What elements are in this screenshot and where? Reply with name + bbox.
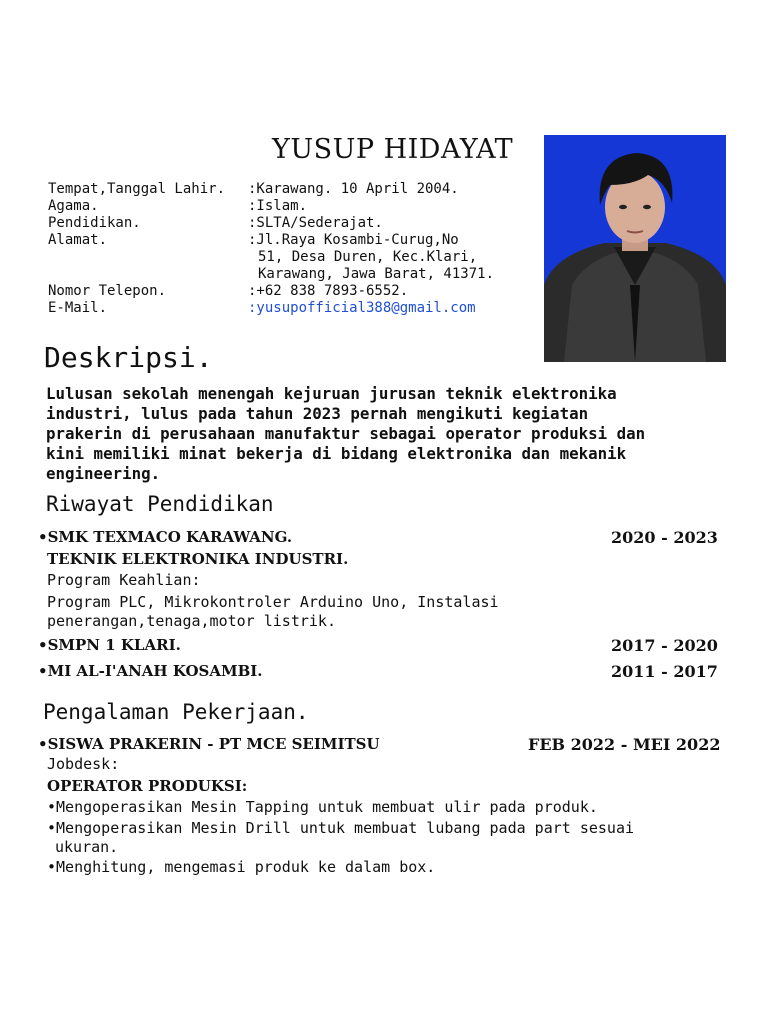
task-item: •Mengoperasikan Mesin Tapping untuk membuat ulir pada produk. bbox=[47, 798, 598, 816]
address-line-1: :Jl.Raya Kosambi-Curug,No bbox=[248, 232, 459, 248]
description-line: prakerin di perusahaan manufaktur sebagai operator produksi dan bbox=[46, 424, 646, 443]
school-smk: •SMK TEXMACO KARAWANG. bbox=[38, 528, 293, 546]
address-label: Alamat. bbox=[48, 232, 108, 248]
description-line: kini memiliki minat bekerja di bidang elektronika dan mekanik bbox=[46, 444, 627, 463]
major-smk: TEKNIK ELEKTRONIKA INDUSTRI. bbox=[47, 550, 349, 568]
ttl-value: :Karawang. 10 April 2004. bbox=[248, 181, 459, 197]
email-label: E-Mail. bbox=[48, 300, 108, 316]
task-item-continued: ukuran. bbox=[55, 838, 119, 856]
years-smp: 2017 - 2020 bbox=[611, 636, 718, 655]
address-line-2: 51, Desa Duren, Kec.Klari, bbox=[258, 249, 478, 265]
phone-label: Nomor Telepon. bbox=[48, 283, 167, 299]
years-mi: 2011 - 2017 bbox=[611, 662, 718, 681]
job-period: FEB 2022 - MEI 2022 bbox=[528, 735, 721, 754]
job-title: •SISWA PRAKERIN - PT MCE SEIMITSU bbox=[38, 735, 380, 753]
resume-name: YUSUP HIDAYAT bbox=[272, 134, 514, 165]
program-line-1: Program PLC, Mikrokontroler Arduino Uno, Instalasi bbox=[47, 593, 499, 611]
description-line: engineering. bbox=[46, 464, 161, 483]
experience-heading: Pengalaman Pekerjaan. bbox=[43, 700, 309, 724]
phone-value: :+62 838 7893-6552. bbox=[248, 283, 409, 299]
education-label: Pendidikan. bbox=[48, 215, 141, 231]
email-link[interactable]: :yusupofficial388@gmail.com bbox=[248, 300, 476, 316]
description-heading: Deskripsi. bbox=[44, 341, 213, 374]
ttl-label: Tempat,Tanggal Lahir. bbox=[48, 181, 226, 197]
religion-value: :Islam. bbox=[248, 198, 308, 214]
program-label: Program Keahlian: bbox=[47, 571, 201, 589]
task-item: •Menghitung, mengemasi produk ke dalam box. bbox=[47, 858, 436, 876]
job-role: OPERATOR PRODUKSI: bbox=[47, 777, 248, 795]
task-item: •Mengoperasikan Mesin Drill untuk membuat lubang pada part sesuai bbox=[47, 819, 634, 837]
program-line-2: penerangan,tenaga,motor listrik. bbox=[47, 612, 336, 630]
description-line: Lulusan sekolah menengah kejuruan jurusan teknik elektronika bbox=[46, 384, 617, 403]
description-line: industri, lulus pada tahun 2023 pernah mengikuti kegiatan bbox=[46, 404, 589, 423]
education-heading: Riwayat Pendidikan bbox=[46, 492, 274, 516]
description-text bbox=[46, 384, 645, 484]
school-mi: •MI AL-I'ANAH KOSAMBI. bbox=[38, 662, 263, 680]
person-portrait-icon bbox=[544, 135, 726, 362]
profile-photo bbox=[544, 135, 726, 362]
address-line-3: Karawang, Jawa Barat, 41371. bbox=[258, 266, 495, 282]
jobdesk-label: Jobdesk: bbox=[47, 755, 120, 773]
religion-label: Agama. bbox=[48, 198, 99, 214]
years-smk: 2020 - 2023 bbox=[611, 528, 718, 547]
school-smp: •SMPN 1 KLARI. bbox=[38, 636, 181, 654]
education-value: :SLTA/Sederajat. bbox=[248, 215, 383, 231]
